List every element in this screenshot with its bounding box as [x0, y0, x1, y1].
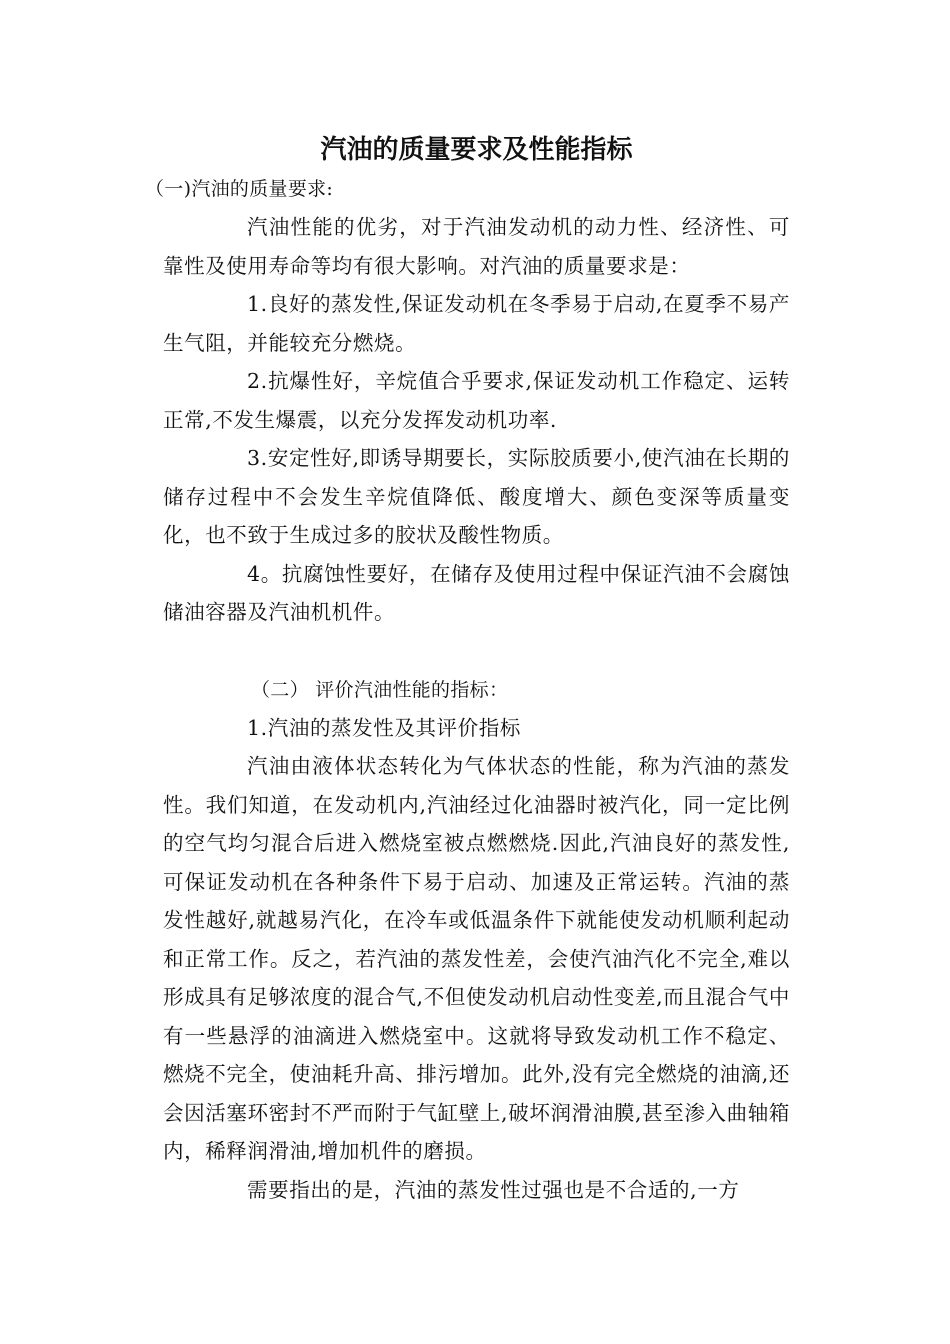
paragraph-item-3: 3.安定性好,即诱导期要长，实际胶质要小,使汽油在长期的储存过程中不会发生辛烷值降低、酸度增大、颜色变深等质量变化，也不致于生成过多的胶状及酸性物质。: [163, 446, 790, 547]
section-heading-indicators: （二） 评价汽油性能的指标：: [251, 678, 509, 701]
paragraph-intro: 汽油性能的优劣，对于汽油发动机的动力性、经济性、可靠性及使用寿命等均有很大影响。对汽油的质量要求是：: [163, 215, 790, 278]
section-spacer: [163, 632, 790, 671]
paragraph-volatility: 汽油由液体状态转化为气体状态的性能，称为汽油的蒸发性。我们知道，在发动机内,汽油经过化油器时被汽化，同一定比例的空气均匀混合后进入燃烧室被点燃燃烧.因此,汽油良好的蒸发性,可保证发动机在各种条件下易于启动、加速及正常运转。汽油的蒸发性越好,就越易汽化，在冷车或低温条件下就能使发动机顺利起动和正常工作。反之，若汽油的蒸发性差，会使汽油汽化不完全,难以形成具有足够浓度的混合气,不但使发动机启动性变差,而且混合气中有一些悬浮的油滴进入燃烧室中。这就将导致发动机工作不稳定、燃烧不完全，使油耗升高、排污增加。此外,没有完全燃烧的油滴,还会因活塞环密封不严而附于气缸壁上,破坏润滑油膜,甚至渗入曲轴箱内，稀释润滑油,增加机件的磨损。: [163, 754, 790, 1163]
subsection-heading-volatility: 1.汽油的蒸发性及其评价指标: [247, 715, 521, 740]
paragraph-volatility-note: 需要指出的是，汽油的蒸发性过强也是不合适的,一方: [247, 1177, 740, 1202]
section-heading-quality: （一)汽油的质量要求:: [145, 178, 334, 200]
paragraph-item-4: 4。抗腐蚀性要好，在储存及使用过程中保证汽油不会腐蚀储油容器及汽油机机件。: [163, 561, 790, 624]
paragraph-item-1: 1.良好的蒸发性,保证发动机在冬季易于启动,在夏季不易产生气阻，并能较充分燃烧。: [163, 292, 790, 355]
document-title: 汽油的质量要求及性能指标: [320, 135, 633, 165]
paragraph-item-2: 2.抗爆性好，辛烷值合乎要求,保证发动机工作稳定、运转正常,不发生爆震，以充分发挥发动机功率.: [163, 369, 790, 432]
document-page: [145, 130, 790, 1209]
